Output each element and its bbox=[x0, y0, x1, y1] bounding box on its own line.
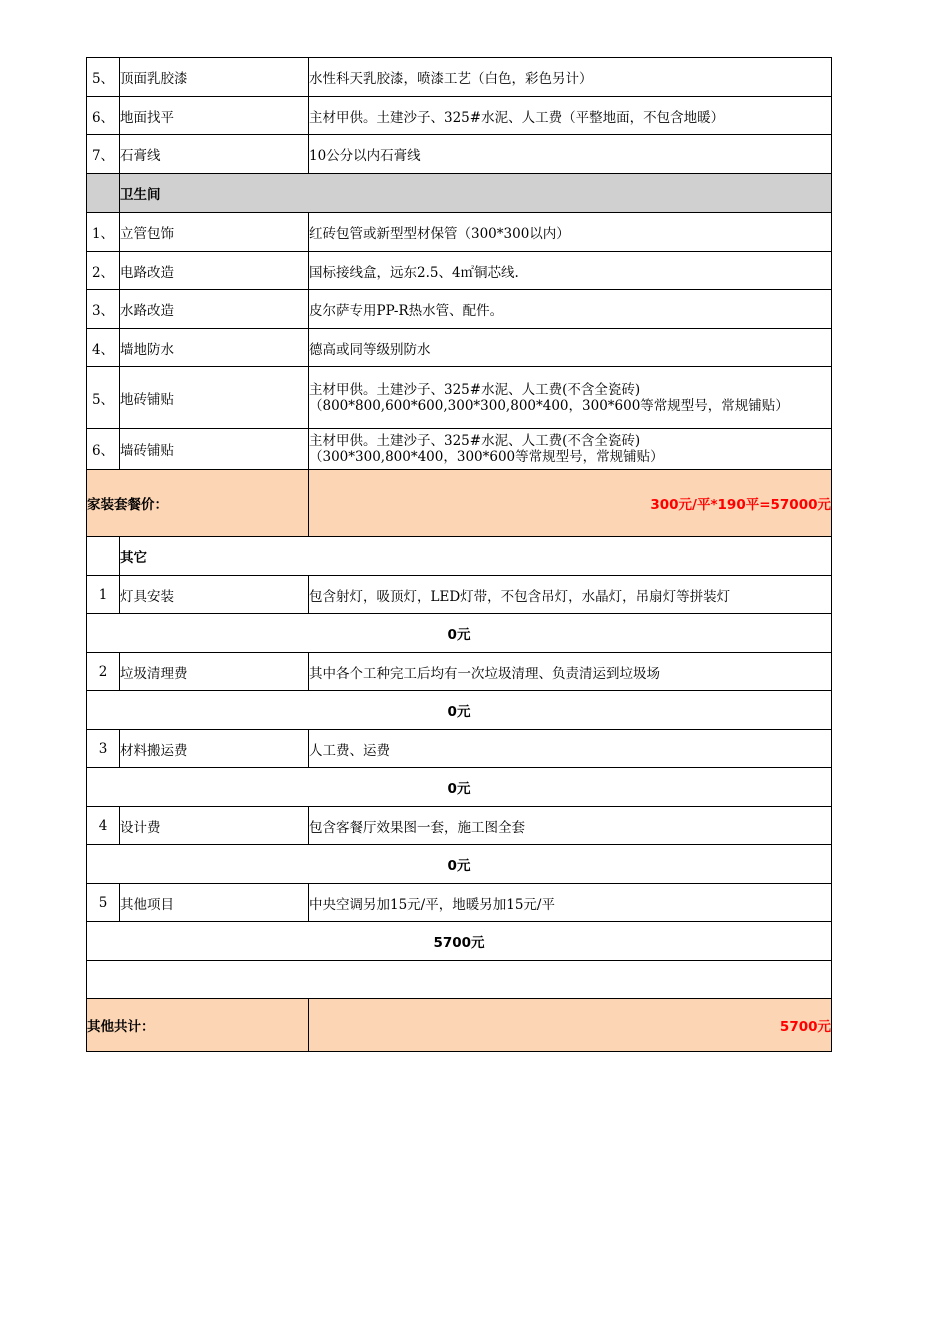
row-number: 5、 bbox=[87, 58, 120, 97]
item-name: 材料搬运费 bbox=[120, 730, 309, 768]
price-row bbox=[87, 691, 832, 730]
section-title: 卫生间 bbox=[120, 174, 832, 213]
table-row bbox=[87, 730, 832, 768]
item-name: 其他项目 bbox=[120, 884, 309, 922]
row-number: 6、 bbox=[87, 429, 120, 470]
item-price: 0元 bbox=[87, 614, 832, 653]
description-line: 主材甲供。土建沙子、325#水泥、人工费(不含全瓷砖) bbox=[309, 433, 641, 449]
table-row bbox=[87, 252, 832, 290]
total-row bbox=[87, 999, 832, 1052]
item-name: 设计费 bbox=[120, 807, 309, 845]
total-value: 5700元 bbox=[309, 999, 832, 1052]
row-number: 7、 bbox=[87, 135, 120, 174]
table-row bbox=[87, 576, 832, 614]
item-name: 墙地防水 bbox=[120, 329, 309, 367]
row-number: 1 bbox=[87, 576, 120, 614]
description-line: （800*800,600*600,300*300,800*400，300*600等常规型号，常规铺贴） bbox=[309, 397, 789, 414]
total-label: 其他共计： bbox=[87, 999, 309, 1052]
item-description: 中央空调另加15元/平，地暖另加15元/平 bbox=[309, 884, 832, 922]
item-name: 墙砖铺贴 bbox=[120, 429, 309, 470]
row-number: 2 bbox=[87, 653, 120, 691]
item-name: 顶面乳胶漆 bbox=[120, 58, 309, 97]
table-row bbox=[87, 135, 832, 174]
price-row bbox=[87, 768, 832, 807]
row-number: 5、 bbox=[87, 367, 120, 429]
item-name: 电路改造 bbox=[120, 252, 309, 290]
row-number: 3 bbox=[87, 730, 120, 768]
price-row bbox=[87, 922, 832, 961]
item-price: 0元 bbox=[87, 691, 832, 730]
row-number: 3、 bbox=[87, 290, 120, 329]
table-row bbox=[87, 213, 832, 252]
table-row bbox=[87, 884, 832, 922]
item-name: 地面找平 bbox=[120, 97, 309, 135]
item-description: 红砖包管或新型型材保管（300*300以内） bbox=[309, 213, 832, 252]
row-number: 6、 bbox=[87, 97, 120, 135]
item-price: 0元 bbox=[87, 768, 832, 807]
item-price: 0元 bbox=[87, 845, 832, 884]
table-row bbox=[87, 329, 832, 367]
empty-cell bbox=[87, 961, 832, 999]
price-row bbox=[87, 845, 832, 884]
item-description: 包含射灯，吸顶灯，LED灯带，不包含吊灯，水晶灯，吊扇灯等拼装灯 bbox=[309, 576, 832, 614]
item-description: 人工费、运费 bbox=[309, 730, 832, 768]
table-row bbox=[87, 97, 832, 135]
item-description: 其中各个工种完工后均有一次垃圾清理、负责清运到垃圾场 bbox=[309, 653, 832, 691]
item-name: 立管包饰 bbox=[120, 213, 309, 252]
item-description: 10公分以内石膏线 bbox=[309, 135, 832, 174]
item-description: 水性科天乳胶漆，喷漆工艺（白色，彩色另计） bbox=[309, 58, 832, 97]
row-number: 4 bbox=[87, 807, 120, 845]
item-price: 5700元 bbox=[87, 922, 832, 961]
table-row bbox=[87, 653, 832, 691]
item-description: 主材甲供。土建沙子、325#水泥、人工费（平整地面，不包含地暖） bbox=[309, 97, 832, 135]
section-spacer bbox=[87, 174, 120, 213]
section-spacer bbox=[87, 537, 120, 576]
package-price-value: 300元/平*190平=57000元 bbox=[309, 470, 832, 537]
item-description: 德高或同等级别防水 bbox=[309, 329, 832, 367]
item-description: 包含客餐厅效果图一套，施工图全套 bbox=[309, 807, 832, 845]
item-name: 垃圾清理费 bbox=[120, 653, 309, 691]
item-name: 石膏线 bbox=[120, 135, 309, 174]
item-description bbox=[309, 367, 832, 429]
row-number: 1、 bbox=[87, 213, 120, 252]
table-row bbox=[87, 367, 832, 429]
package-price-label: 家装套餐价： bbox=[87, 470, 309, 537]
description-line: 主材甲供。土建沙子、325#水泥、人工费(不含全瓷砖) bbox=[309, 381, 641, 398]
quotation-table bbox=[86, 57, 832, 1052]
table-row bbox=[87, 429, 832, 470]
price-row bbox=[87, 614, 832, 653]
table-row bbox=[87, 290, 832, 329]
item-name: 水路改造 bbox=[120, 290, 309, 329]
package-price-row bbox=[87, 470, 832, 537]
row-number: 2、 bbox=[87, 252, 120, 290]
section-header-others bbox=[87, 537, 832, 576]
row-number: 4、 bbox=[87, 329, 120, 367]
table-row bbox=[87, 807, 832, 845]
item-description: 皮尔萨专用PP-R热水管、配件。 bbox=[309, 290, 832, 329]
item-description: 国标接线盒，远东2.5、4㎡铜芯线. bbox=[309, 252, 832, 290]
empty-row bbox=[87, 961, 832, 999]
section-header-bathroom bbox=[87, 174, 832, 213]
row-number: 5 bbox=[87, 884, 120, 922]
item-name: 灯具安装 bbox=[120, 576, 309, 614]
item-description bbox=[309, 429, 832, 470]
table-row bbox=[87, 58, 832, 97]
section-title: 其它 bbox=[120, 537, 832, 576]
item-name: 地砖铺贴 bbox=[120, 367, 309, 429]
description-line: （300*300,800*400，300*600等常规型号，常规铺贴） bbox=[309, 449, 664, 465]
